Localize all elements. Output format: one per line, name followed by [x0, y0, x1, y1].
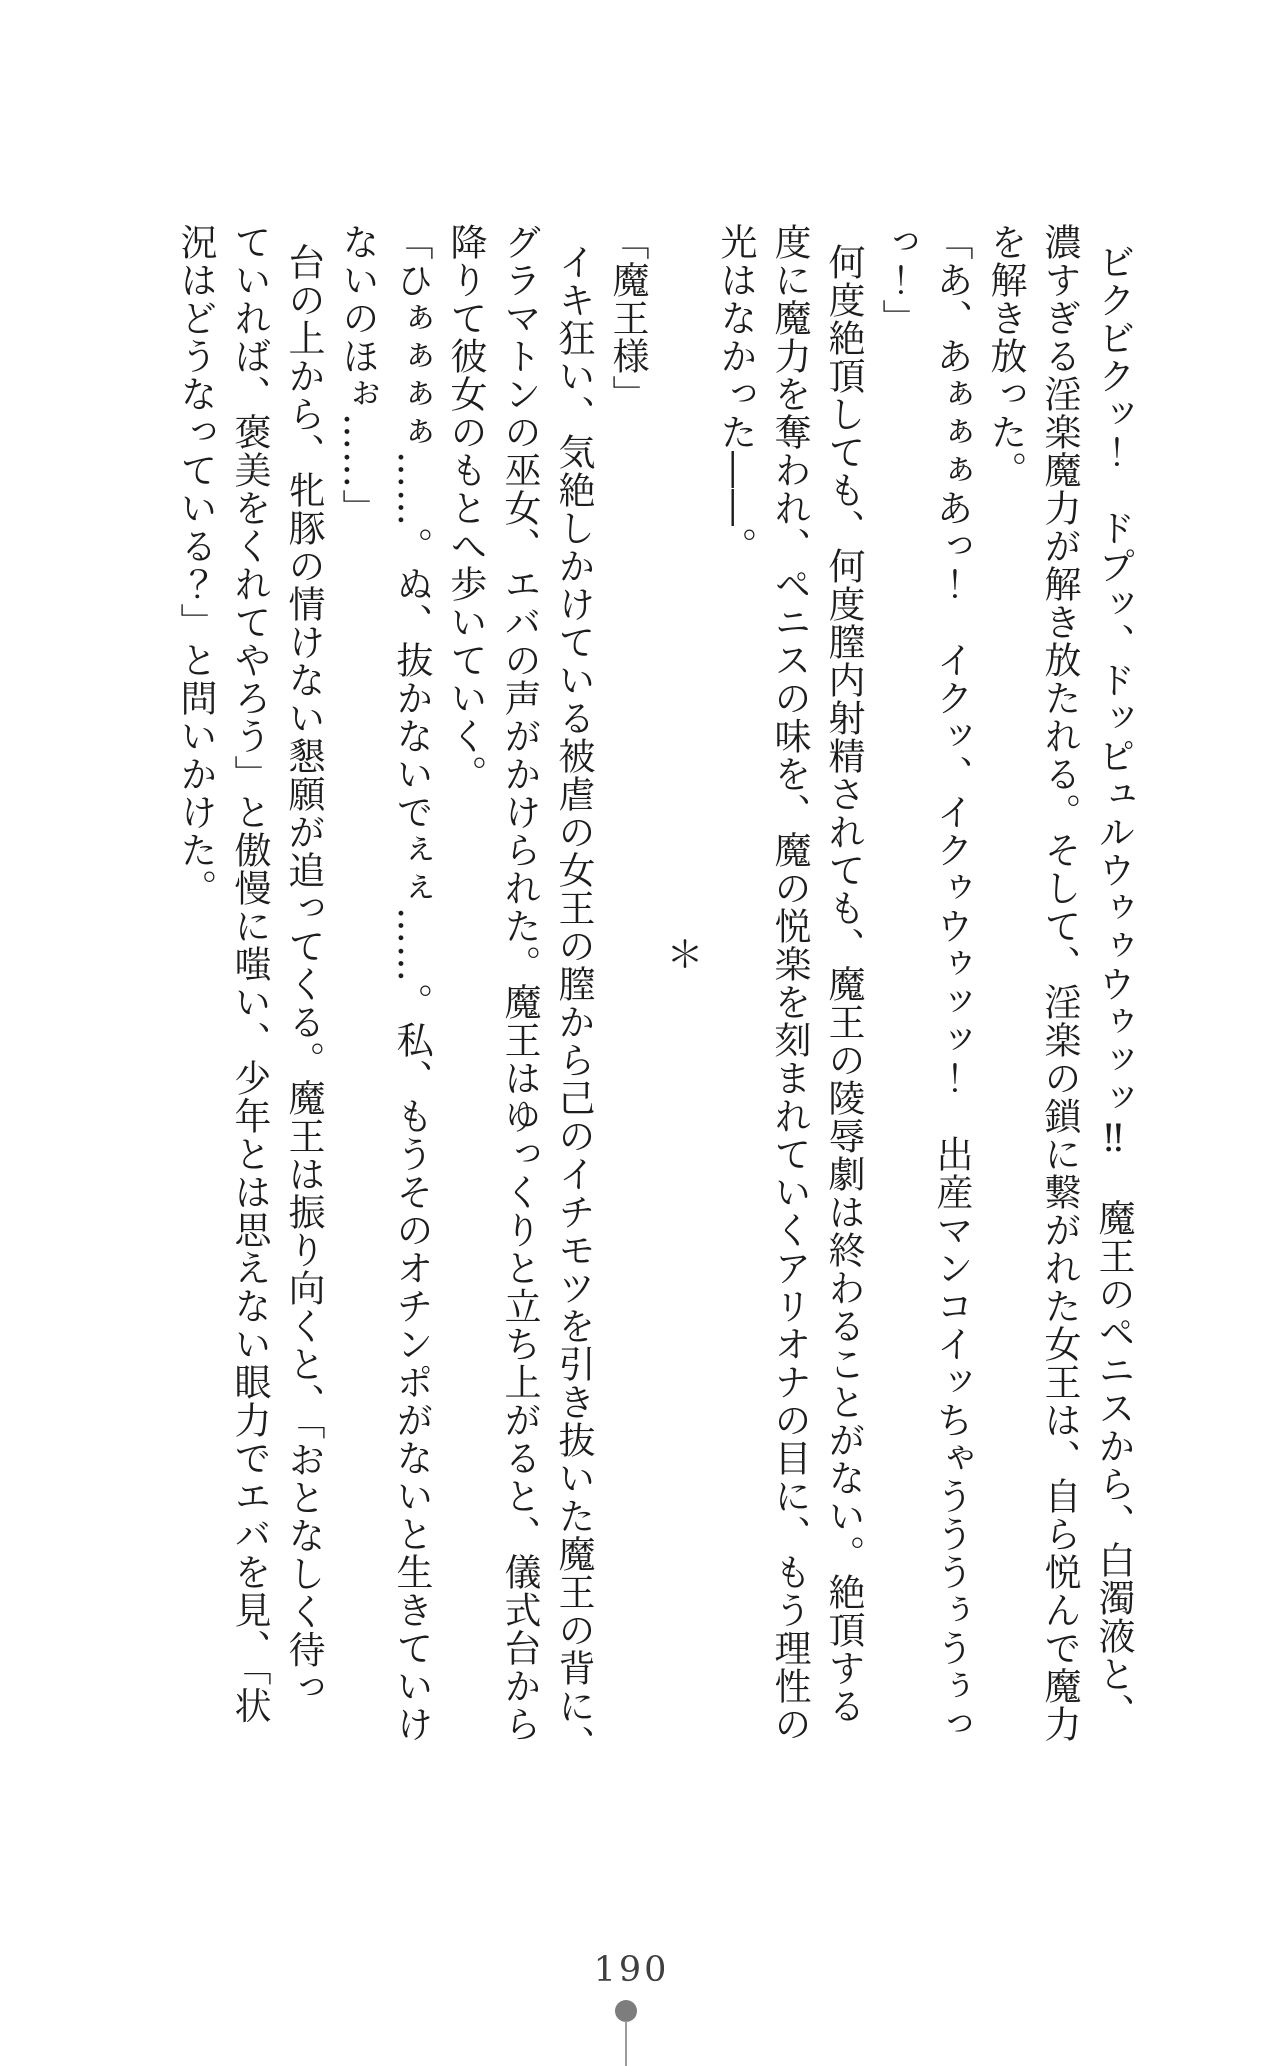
text-line: ビクビクッ！ ドプッ、ドッピュルウゥゥウゥッッ‼ 魔王のペニスから、白濁液と、	[1092, 243, 1135, 1732]
text-line: ていれば、褒美をくれてやろう」と傲慢に嗤い、少年とは思えない眼力でエバを見、「状	[228, 223, 271, 1725]
text-line: 「あ、あぁぁぁあっ！ イクッ、イクゥウゥッッ！ 出産マンコイッちゃうううぅうぅっ	[930, 223, 973, 1743]
text-line: 降りて彼女のもとへ歩いていく。	[444, 223, 487, 793]
text-line: っ！」	[876, 223, 919, 337]
text-line: 況はどうなっている？」と問いかけた。	[174, 223, 217, 907]
text-line: 何度絶頂しても、何度膣内射精されても、魔王の陵辱劇は終わることがない。絶頂する	[822, 243, 865, 1726]
footer-rule-line	[625, 2021, 627, 2066]
text-line: イキ狂い、気絶しかけている被虐の女王の膣から己のイチモツを引き抜いた魔王の背に、	[552, 243, 595, 1764]
page-number: 190	[593, 1950, 670, 1990]
footer-dot-marker	[615, 2000, 637, 2022]
text-line: グラマトンの巫女、エバの声がかけられた。魔王はゆっくりと立ち上がると、儀式台から	[498, 223, 541, 1743]
section-separator-asterisk: ＊	[660, 935, 703, 973]
text-line: 濃すぎる淫楽魔力が解き放たれる。そして、淫楽の鎖に繋がれた女王は、自ら悦んで魔力	[1038, 223, 1081, 1743]
text-line: 光はなかった――。	[714, 223, 757, 565]
text-line: 度に魔力を奪われ、ペニスの味を、魔の悦楽を刻まれていくアリオナの目に、もう理性の	[768, 223, 811, 1743]
text-line: 「ひぁぁぁぁ……。ぬ、抜かないでぇぇ……。私、もうそのオチンポがないと生きていけ	[390, 223, 433, 1743]
text-line: を解き放った。	[984, 223, 1027, 489]
text-line: 「魔王様」	[606, 223, 649, 413]
text-line: ないのほぉ……」	[336, 223, 379, 527]
text-line: 台の上から、牝豚の情けない懇願が追ってくる。魔王は振り向くと、「おとなしく待っ	[282, 243, 325, 1707]
main-text-block	[168, 223, 1140, 1823]
